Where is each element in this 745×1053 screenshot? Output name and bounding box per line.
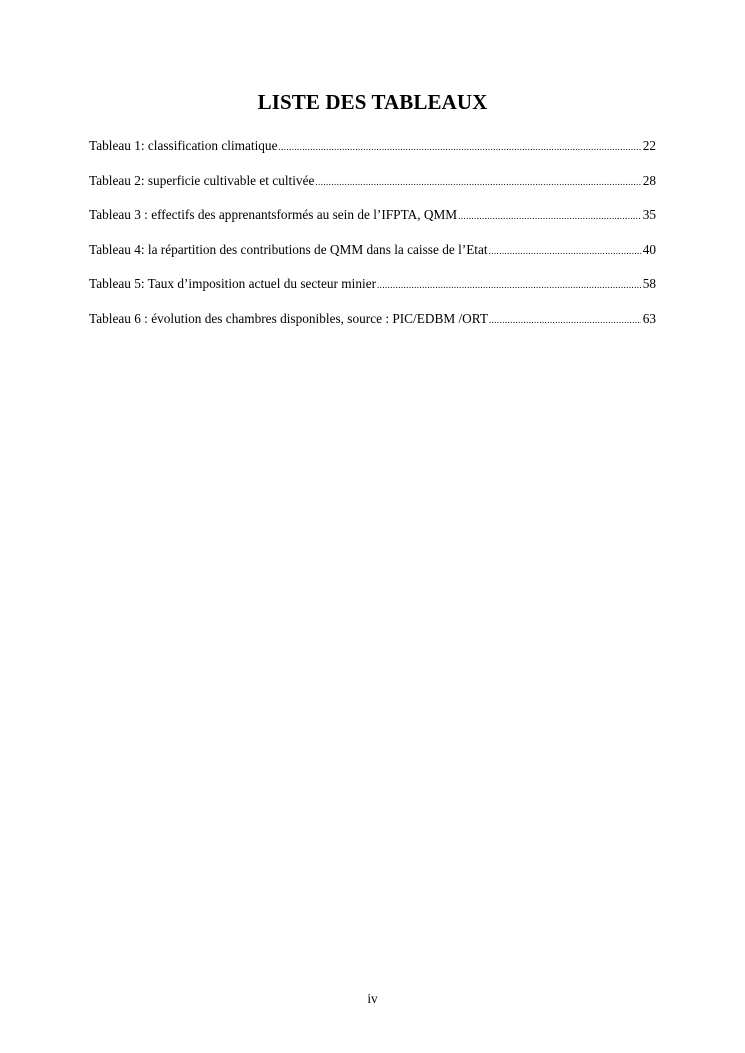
toc-entry-page: 28 <box>642 172 656 188</box>
toc-entry-tableau-2[interactable] <box>89 171 656 191</box>
toc-entry-page: 63 <box>642 310 656 326</box>
toc-entry-label: Tableau 2: superficie cultivable et cultivée <box>89 172 315 188</box>
toc-entry-label: Tableau 4: la répartition des contributions de QMM dans la caisse de l’Etat <box>89 241 488 257</box>
toc-entry-label: Tableau 6 : évolution des chambres disponibles, source : PIC/EDBM /ORT <box>89 310 488 326</box>
toc-entry-page: 35 <box>642 207 656 222</box>
toc-entry-tableau-1[interactable] <box>89 136 656 156</box>
toc-entry-tableau-6[interactable] <box>89 309 656 329</box>
toc-entry-page: 22 <box>642 138 656 153</box>
dot-leader <box>458 206 641 226</box>
toc-entry-label: Tableau 5: Taux d’imposition actuel du secteur minier <box>89 276 377 291</box>
toc-entry-label: Tableau 3 : effectifs des apprenantsformés au sein de l’IFPTA, QMM <box>89 207 458 222</box>
dot-leader <box>489 241 641 261</box>
toc-entry-page: 58 <box>642 276 656 291</box>
dot-leader <box>489 310 641 330</box>
toc-entry-tableau-3[interactable] <box>89 205 656 225</box>
toc-entry-page: 40 <box>642 241 656 257</box>
toc-entry-tableau-5[interactable] <box>89 274 656 294</box>
dot-leader <box>278 137 640 157</box>
page-title: LISTE DES TABLEAUX <box>257 90 488 114</box>
page-number: iv <box>367 991 378 1006</box>
table-of-tables <box>89 136 656 343</box>
dot-leader <box>377 275 641 295</box>
toc-entry-tableau-4[interactable] <box>89 240 656 260</box>
toc-entry-label: Tableau 1: classification climatique <box>89 138 278 153</box>
dot-leader <box>315 172 640 192</box>
